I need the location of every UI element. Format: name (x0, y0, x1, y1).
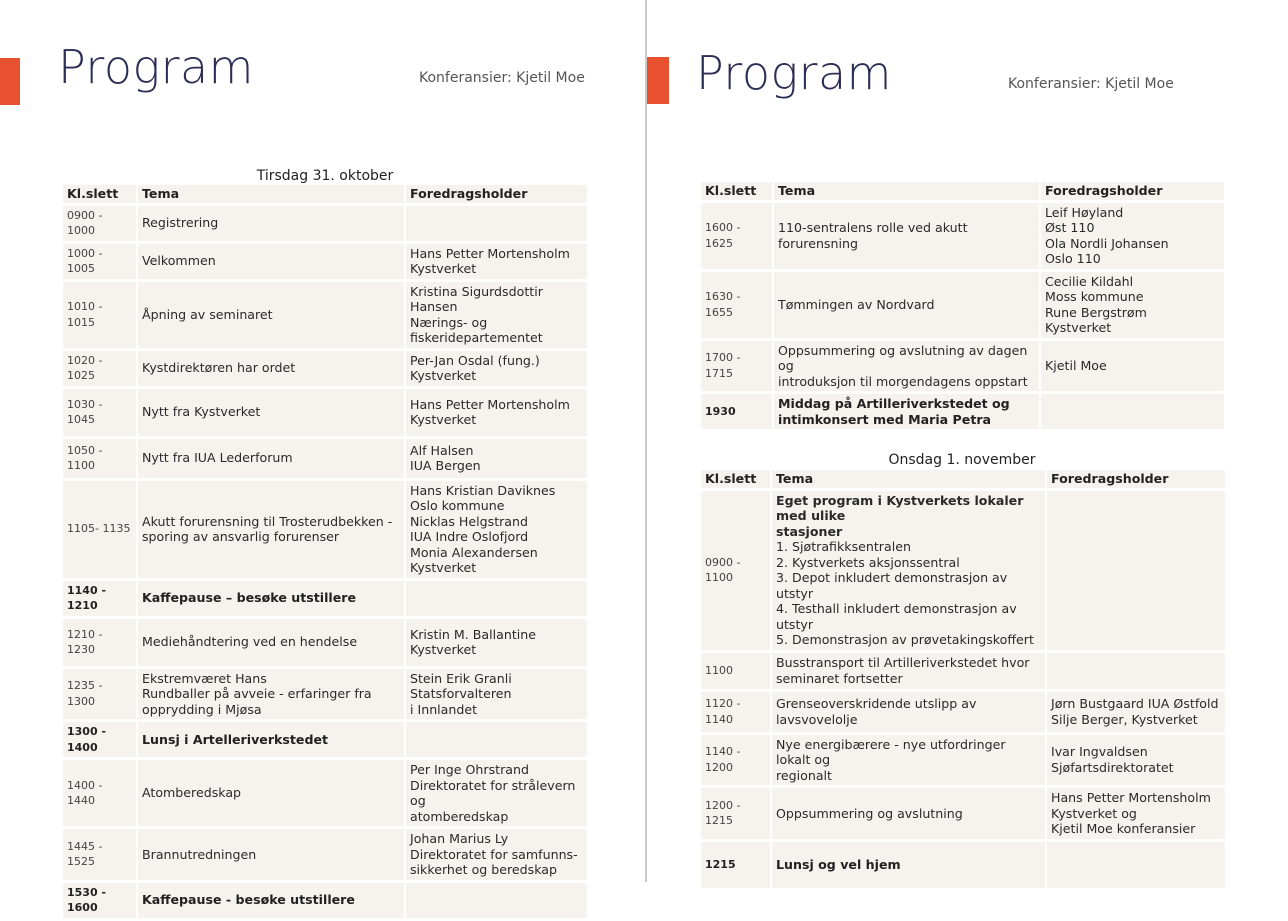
topic-cell: Oppsummering og avslutning av dagen og introduksjon til morgendagens oppstart (774, 341, 1041, 392)
speaker-cell (1047, 491, 1225, 650)
time-cell: 0900 - 1000 (63, 206, 138, 241)
day-heading: Onsdag 1. november (888, 452, 1036, 468)
time-cell: 1105- 1135 (63, 481, 138, 578)
time-cell: 1140 - 1200 (701, 735, 772, 786)
table-row (701, 203, 1224, 269)
speaker-cell: Alf Halsen IUA Bergen (406, 439, 587, 478)
table-row (63, 722, 587, 757)
speaker-cell: Stein Erik Granli Statsforvalteren i Innlandet (406, 669, 587, 720)
table-header (63, 185, 587, 203)
time-cell: 1120 - 1140 (701, 692, 772, 732)
time-cell: 1200 - 1215 (701, 788, 772, 839)
topic-cell: Nytt fra Kystverket (138, 389, 406, 436)
speaker-cell: Kristina Sigurdsdottir Hansen Nærings- og fiskeridepartementet (406, 282, 587, 348)
speaker-cell (1047, 842, 1225, 888)
accent-bar-right (647, 57, 669, 104)
table-header (701, 470, 1225, 488)
table-row (701, 842, 1225, 888)
time-cell: 1140 - 1210 (63, 581, 138, 616)
table-row (701, 491, 1225, 650)
table-row (63, 439, 587, 478)
table-row (701, 341, 1224, 392)
table-row (701, 653, 1225, 689)
accent-bar-left (0, 58, 20, 105)
topic-cell: Registrering (138, 206, 406, 241)
topic-cell: Åpning av seminaret (138, 282, 406, 348)
table-row (63, 581, 587, 616)
speaker-cell: Kristin M. Ballantine Kystverket (406, 619, 587, 666)
table-row (63, 481, 587, 578)
speaker-cell (406, 883, 587, 918)
topic-cell: Kystdirektøren har ordet (138, 351, 406, 386)
speaker-cell (1047, 653, 1225, 689)
speaker-cell: Leif Høyland Øst 110 Ola Nordli Johansen Oslo 110 (1041, 203, 1224, 269)
speaker-cell: Per Inge Ohrstrand Direktoratet for strålevern og atomberedskap (406, 760, 587, 826)
time-cell: 1000 - 1005 (63, 244, 138, 279)
table-row (63, 351, 587, 386)
topic-cell: Velkommen (138, 244, 406, 279)
topic-cell: Kaffepause – besøke utstillere (138, 581, 406, 616)
topic-cell: 110-sentralens rolle ved akutt forurensning (774, 203, 1041, 269)
speaker-cell (406, 581, 587, 616)
header-time: Kl.slett (63, 185, 138, 203)
table-row (63, 389, 587, 436)
speaker-cell: Per-Jan Osdal (fung.) Kystverket (406, 351, 587, 386)
topic-cell: Tømmingen av Nordvard (774, 272, 1041, 338)
time-cell: 1030 - 1045 (63, 389, 138, 436)
header-speaker: Foredragsholder (1041, 182, 1224, 200)
speaker-cell: Hans Petter Mortensholm Kystverket og Kjetil Moe konferansier (1047, 788, 1225, 839)
topic-cell: Brannutredningen (138, 829, 406, 880)
speaker-cell (406, 206, 587, 241)
time-cell: 1600 - 1625 (701, 203, 774, 269)
speaker-cell: Hans Petter Mortensholm Kystverket (406, 389, 587, 436)
schedule-table (63, 182, 587, 921)
time-cell: 1010 - 1015 (63, 282, 138, 348)
header-speaker: Foredragsholder (1047, 470, 1225, 488)
topic-cell: Ekstremværet Hans Rundballer på avveie - erfaringer fra opprydding i Mjøsa (138, 669, 406, 720)
time-cell: 1210 - 1230 (63, 619, 138, 666)
master-of-ceremonies: Konferansier: Kjetil Moe (419, 70, 585, 86)
table-row (701, 692, 1225, 732)
topic-cell: Grenseoverskridende utslipp av lavsvovelolje (772, 692, 1047, 732)
table-row (701, 272, 1224, 338)
table-row (701, 394, 1224, 429)
table-row (63, 760, 587, 826)
speaker-cell: Kjetil Moe (1041, 341, 1224, 392)
topic-cell: Busstransport til Artilleriverkstedet hvor seminaret fortsetter (772, 653, 1047, 689)
schedule-table (701, 179, 1224, 432)
topic-cell: Lunsj i Artelleriverkstedet (138, 722, 406, 757)
topic-heading: Eget program i Kystverkets lokaler med ulike stasjoner (776, 492, 1024, 539)
speaker-cell: Hans Petter Mortensholm Kystverket (406, 244, 587, 279)
header-time: Kl.slett (701, 470, 772, 488)
table-row (63, 244, 587, 279)
topic-cell: Kaffepause - besøke utstillere (138, 883, 406, 918)
speaker-cell (1041, 394, 1224, 429)
time-cell: 1445 - 1525 (63, 829, 138, 880)
time-cell: 1235 - 1300 (63, 669, 138, 720)
time-cell: 1100 (701, 653, 772, 689)
topic-details: 1. Sjøtrafikksentralen 2. Kystverkets aksjonssentral 3. Depot inkludert demonstrasjon av utstyr 4. Testhall inkludert demonstrasjon av utstyr 5. Demonstrasjon av prøvetakingskoffert (776, 539, 1034, 647)
speaker-cell: Jørn Bustgaard IUA Østfold Silje Berger, Kystverket (1047, 692, 1225, 732)
speaker-cell: Hans Kristian Daviknes Oslo kommune Nicklas Helgstrand IUA Indre Oslofjord Monia Alexandersen Kystverket (406, 481, 587, 578)
time-cell: 1300 - 1400 (63, 722, 138, 757)
table-row (701, 735, 1225, 786)
header-topic: Tema (774, 182, 1041, 200)
table-row (63, 619, 587, 666)
topic-cell: Nytt fra IUA Lederforum (138, 439, 406, 478)
table-row (63, 829, 587, 880)
schedule-table (701, 467, 1225, 891)
table-row (63, 282, 587, 348)
time-cell: 1020 - 1025 (63, 351, 138, 386)
speaker-cell: Johan Marius Ly Direktoratet for samfunns- sikkerhet og beredskap (406, 829, 587, 880)
master-of-ceremonies: Konferansier: Kjetil Moe (1008, 76, 1174, 92)
time-cell: 1050 - 1100 (63, 439, 138, 478)
table-row (63, 206, 587, 241)
speaker-cell: Ivar Ingvaldsen Sjøfartsdirektoratet (1047, 735, 1225, 786)
table-row (63, 883, 587, 918)
time-cell: 1930 (701, 394, 774, 429)
speaker-cell: Cecilie Kildahl Moss kommune Rune Bergstrøm Kystverket (1041, 272, 1224, 338)
topic-cell: Akutt forurensning til Trosterudbekken - sporing av ansvarlig forurenser (138, 481, 406, 578)
topic-cell (772, 491, 1047, 650)
table-header (701, 182, 1224, 200)
header-time: Kl.slett (701, 182, 774, 200)
time-cell: 1400 - 1440 (63, 760, 138, 826)
page-title: Program (58, 40, 254, 94)
topic-cell: Nye energibærere - nye utfordringer lokalt og regionalt (772, 735, 1047, 786)
header-topic: Tema (772, 470, 1047, 488)
topic-cell: Middag på Artilleriverkstedet og intimkonsert med Maria Petra (774, 394, 1041, 429)
topic-cell: Oppsummering og avslutning (772, 788, 1047, 839)
time-cell: 1215 (701, 842, 772, 888)
topic-cell: Atomberedskap (138, 760, 406, 826)
speaker-cell (406, 722, 587, 757)
page-divider (645, 0, 647, 882)
table-row (701, 788, 1225, 839)
header-speaker: Foredragsholder (406, 185, 587, 203)
page-title: Program (696, 46, 892, 100)
table-row (63, 669, 587, 720)
day-heading: Tirsdag 31. oktober (256, 168, 394, 184)
time-cell: 1530 - 1600 (63, 883, 138, 918)
topic-cell: Lunsj og vel hjem (772, 842, 1047, 888)
header-topic: Tema (138, 185, 406, 203)
time-cell: 1630 - 1655 (701, 272, 774, 338)
topic-cell: Mediehåndtering ved en hendelse (138, 619, 406, 666)
time-cell: 0900 - 1100 (701, 491, 772, 650)
time-cell: 1700 - 1715 (701, 341, 774, 392)
